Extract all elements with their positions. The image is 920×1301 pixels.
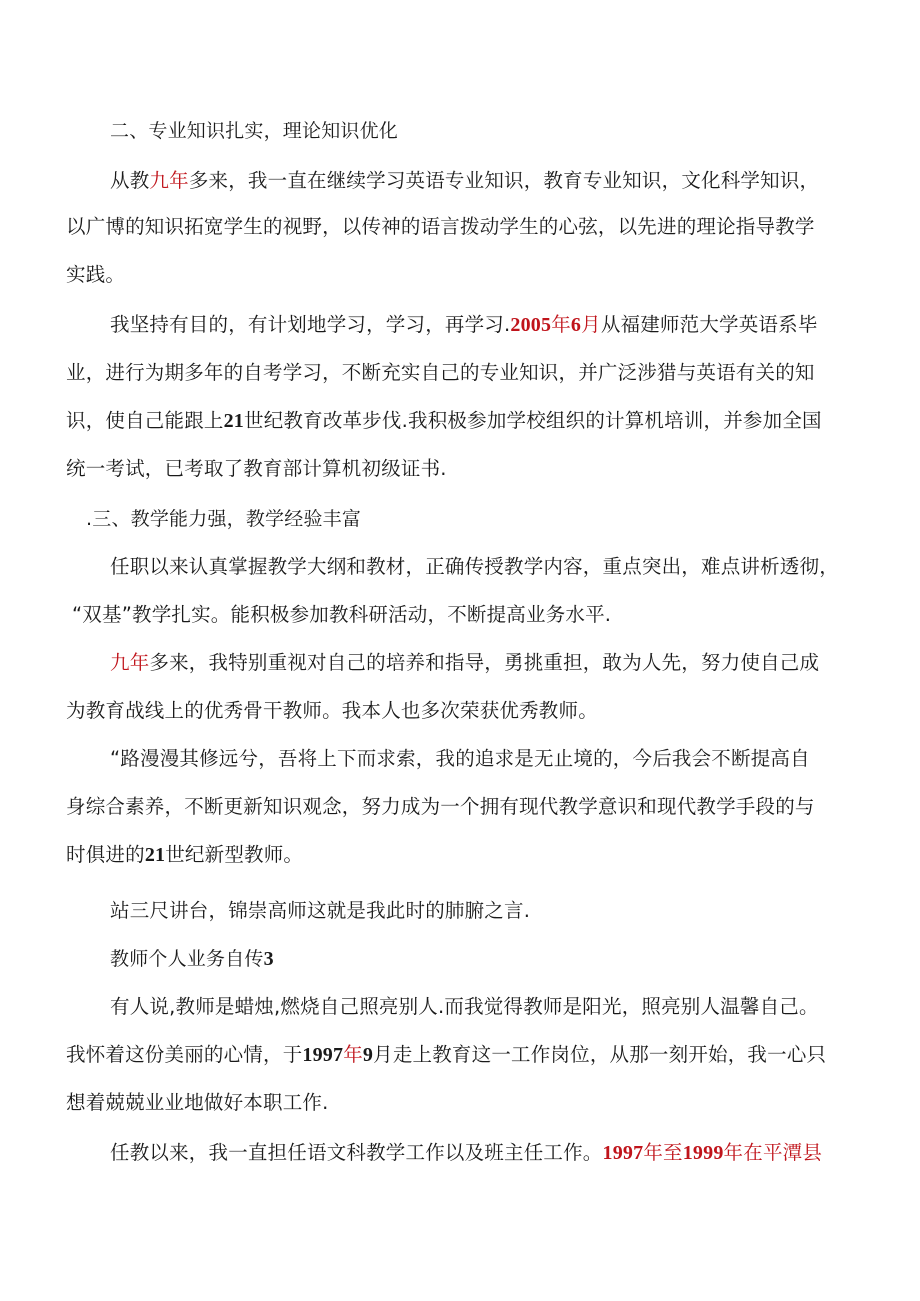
- heading-text: 二、专业知识扎实，理论知识优化: [110, 120, 399, 142]
- highlight-text: 月: [581, 313, 601, 336]
- highlight-text: 年: [343, 1043, 363, 1066]
- text-run: 有人说,教师是蜡烛,燃烧自己照亮别人.而我觉得教师是阳光，照亮别人温馨自己。: [110, 995, 819, 1018]
- text-run: “双基”教学扎实。能积极参加教科研活动，不断提高业务水平.: [72, 603, 612, 626]
- highlight-text: 九年: [149, 169, 189, 192]
- paragraph-line: [66, 262, 125, 288]
- highlight-number: 1997: [602, 1142, 644, 1164]
- text-run: 以广博的知识拓宽学生的视野，以传神的语言拨动学生的心弦，以先进的理论指导教学: [66, 215, 815, 238]
- paragraph-line: [66, 408, 822, 434]
- paragraph-line: [66, 698, 598, 724]
- text-run: 世纪新型教师。: [165, 843, 304, 866]
- section-heading-3: [86, 506, 361, 532]
- text-run: 从教: [110, 169, 150, 192]
- number-text: 21: [144, 844, 166, 866]
- paragraph-line: [110, 746, 810, 772]
- highlight-text: 年至: [643, 1141, 683, 1164]
- number-text: 3: [263, 948, 274, 970]
- paragraph-line: [72, 602, 611, 628]
- text-run: 身综合素养，不断更新知识观念，努力成为一个拥有现代教学意识和现代教学手段的与: [66, 795, 815, 818]
- section-heading-2: [110, 118, 398, 144]
- paragraph-line: [66, 214, 815, 240]
- paragraph-line: [66, 1090, 329, 1116]
- text-run: 多来，我特别重视对自己的培养和指导，勇挑重担，敢为人先，努力使自己成: [149, 651, 820, 674]
- paragraph-line: [66, 794, 815, 820]
- text-run: 统一考试，已考取了教育部计算机初级证书.: [66, 457, 447, 480]
- text-run: 业，进行为期多年的自考学习，不断充实自己的专业知识，并广泛涉猎与英语有关的知: [66, 361, 815, 384]
- text-run: “路漫漫其修远兮，吾将上下而求索，我的追求是无止境的，今后我会不断提高自: [110, 747, 810, 770]
- highlight-number: 6: [570, 314, 582, 336]
- document-title-3: [110, 946, 274, 972]
- text-run: 世纪教育改革步伐.我积极参加学校组织的计算机培训，并参加全国: [244, 409, 822, 432]
- text-run: 从福建师范大学英语系毕: [600, 313, 818, 336]
- paragraph-line: [110, 994, 819, 1020]
- highlight-text: 九年: [110, 651, 150, 674]
- paragraph-line: [110, 1140, 822, 1166]
- paragraph-line: [66, 360, 815, 386]
- text-run: 教师个人业务自传: [110, 948, 264, 970]
- highlight-number: 1999: [682, 1142, 724, 1164]
- text-run: 实践。: [66, 263, 126, 286]
- text-run: 任职以来认真掌握教学大纲和教材，正确传授教学内容，重点突出，难点讲析透彻，: [110, 555, 839, 578]
- highlight-text: 年: [551, 313, 571, 336]
- highlight-text: 年在平潭县: [723, 1141, 823, 1164]
- heading-text: .三、教学能力强，教学经验丰富: [86, 508, 362, 530]
- number-text: 1997: [302, 1044, 344, 1066]
- paragraph-line: [110, 554, 839, 580]
- paragraph-line: [66, 1042, 826, 1068]
- text-run: 站三尺讲台，锦崇高师这就是我此时的肺腑之言.: [110, 899, 531, 922]
- text-run: 我坚持有目的，有计划地学习，学习，再学习.: [110, 313, 511, 336]
- paragraph-line: [110, 898, 530, 924]
- text-run: 月走上教育这一工作岗位，从那一刻开始，我一心只: [373, 1043, 827, 1066]
- text-run: 任教以来，我一直担任语文科教学工作以及班主任工作。: [110, 1141, 603, 1164]
- text-run: 想着兢兢业业地做好本职工作.: [66, 1091, 329, 1114]
- text-run: 多来，我一直在继续学习英语专业知识，教育专业知识，文化科学知识，: [188, 169, 820, 192]
- text-run: 为教育战线上的优秀骨干教师。我本人也多次荣获优秀教师。: [66, 699, 598, 722]
- text-run: 时俱进的: [66, 843, 145, 866]
- paragraph-line: [110, 168, 819, 194]
- number-text: 9: [362, 1044, 374, 1066]
- paragraph-line: [110, 650, 819, 676]
- number-text: 21: [223, 410, 245, 432]
- text-run: 我怀着这份美丽的心情，于: [66, 1043, 303, 1066]
- paragraph-line: [110, 312, 818, 338]
- text-run: 识，使自己能跟上: [66, 409, 224, 432]
- highlight-number: 2005: [510, 314, 552, 336]
- paragraph-line: [66, 456, 447, 482]
- paragraph-line: [66, 842, 303, 868]
